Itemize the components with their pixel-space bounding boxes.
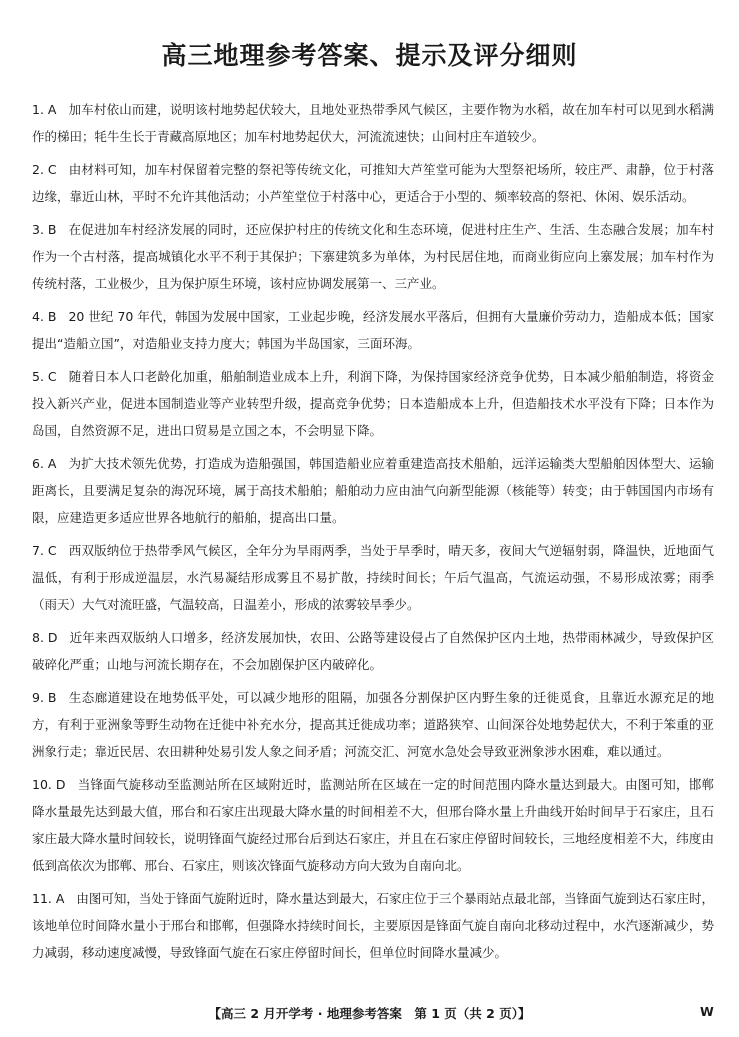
answer-text: 由材料可知，加车村保留着完整的祭祀等传统文化，可推知大芦笙堂可能为大型祭祀场所，较庄严、肃静，位于村落边缘，靠近山林，平时不允许其他活动；小芦笙堂位于村落中心，更适合于小型的、频率较高的祭祀、休闲、娱乐活动。	[32, 162, 714, 204]
answer-text: 随着日本人口老龄化加重，船舶制造业成本上升，利润下降，为保持国家经济竞争优势，日本减少船舶制造，将资金投入新兴产业，促进本国制造业等产业转型升级，提高竞争优势；日本造船成本上升，但造船技术水平没有下降；日本作为岛国，自然资源不足，进出口贸易是立国之本，不会明显下降。	[32, 369, 714, 438]
answer-item	[32, 363, 714, 444]
answer-item	[32, 624, 714, 678]
answer-number: 1. A	[32, 102, 57, 117]
answer-number: 5. C	[32, 369, 57, 384]
answer-item	[32, 684, 714, 765]
answer-number: 2. C	[32, 162, 57, 177]
answer-number: 11. A	[32, 891, 65, 906]
answer-number: 7. C	[32, 543, 57, 558]
answer-text: 由图可知，当处于锋面气旋附近时，降水量达到最大，石家庄位于三个暴雨站点最北部，当锋面气旋到达石家庄时，该地单位时间降水量小于邢台和邯郸，但强降水持续时间长，主要原因是锋面气旋自南向北移动过程中，水汽逐渐减少，势力减弱，移动速度减慢，导致锋面气旋在石家庄停留时间长，但单位时间降水量减少。	[32, 891, 714, 960]
answer-number: 6. A	[32, 456, 57, 471]
answer-number: 3. B	[32, 222, 57, 237]
answer-text: 20 世纪 70 年代，韩国为发展中国家，工业起步晚，经济发展水平落后，但拥有大量廉价劳动力，造船成本低；国家提出“造船立国”，对造船业支持力度大；韩国为半岛国家，三面环海。	[32, 309, 714, 351]
answer-number: 4. B	[32, 309, 57, 324]
answer-item	[32, 450, 714, 531]
answer-text: 近年来西双版纳人口增多，经济发展加快，农田、公路等建设侵占了自然保护区内土地，热带雨林减少，导致保护区破碎化严重；山地与河流长期存在，不会加剧保护区内破碎化。	[32, 630, 714, 672]
page-footer: 【高三 2 月开学考 · 地理参考答案 第 1 页（共 2 页）】	[208, 1006, 531, 1021]
answer-item	[32, 771, 714, 879]
answer-text: 为扩大技术领先优势，打造成为造船强国，韩国造船业应着重建造高技术船舶，远洋运输类大型船舶因体型大、运输距离长，且要满足复杂的海况环境，属于高技术船舶；船舶动力应由油气向新型能源（核能等）转变；由于韩国国内市场有限，应建造更多适应世界各地航行的船舶，提高出口量。	[32, 456, 714, 525]
answer-number: 9. B	[32, 690, 57, 705]
answer-number: 8. D	[32, 630, 58, 645]
answer-text: 加车村依山而建，说明该村地势起伏较大，且地处亚热带季风气候区，主要作物为水稻，故在加车村可以见到水稻满作的梯田；牦牛生长于青藏高原地区；加车村地势起伏大，河流流速快；山间村庄车道较少。	[32, 102, 714, 144]
answer-text: 生态廊道建设在地势低平处，可以减少地形的阻隔，加强各分割保护区内野生象的迁徙觅食，且靠近水源充足的地方，有利于亚洲象等野生动物在迁徙中补充水分，提高其迁徙成功率；道路狭窄、山间深谷处地势起伏大，不利于笨重的亚洲象行走；靠近民居、农田耕种处易引发人象之间矛盾；河流交汇、河宽水急处会导致亚洲象涉水困难，难以通过。	[32, 690, 714, 759]
page-title: 高三地理参考答案、提示及评分细则	[161, 41, 578, 70]
answer-number: 10. D	[32, 777, 66, 792]
answer-text: 西双版纳位于热带季风气候区，全年分为旱雨两季，当处于旱季时，晴天多，夜间大气逆辐射弱，降温快，近地面气温低，有利于形成逆温层，水汽易凝结形成雾且不易扩散，持续时间长；午后气温高，气流运动强，不易形成浓雾；雨季（雨天）大气对流旺盛，气温较高，日温差小，形成的浓雾较旱季少。	[32, 543, 714, 612]
answer-text: 当锋面气旋移动至监测站所在区域附近时，监测站所在区域在一定的时间范围内降水量达到最大。由图可知，邯郸降水量最先达到最大值，邢台和石家庄出现最大降水量的时间相差不大，但邢台降水量上升曲线开始时间早于石家庄，且石家庄最大降水量时间较长，说明锋面气旋经过邢台后到达石家庄，并且在石家庄停留时间较长，三地经度相差不大，纬度由低到高依次为邯郸、邢台、石家庄，则该次锋面气旋移动方向大致为自南向北。	[32, 777, 714, 873]
page-code: W	[700, 1004, 714, 1019]
answer-item	[32, 303, 714, 357]
answer-item	[32, 885, 714, 966]
answer-text: 在促进加车村经济发展的同时，还应保护村庄的传统文化和生态环境，促进村庄生产、生活、生态融合发展；加车村作为一个古村落，提高城镇化水平不利于其保护；下寨建筑多为单体，为村民居住地，而商业街应向上寨发展；加车村作为传统村落，工业极少，且为保护原生环境，该村应协调发展第一、三产业。	[32, 222, 714, 291]
answer-item	[32, 156, 714, 210]
answer-list	[32, 96, 714, 972]
answer-item	[32, 537, 714, 618]
answer-item	[32, 96, 714, 150]
answer-item	[32, 216, 714, 297]
